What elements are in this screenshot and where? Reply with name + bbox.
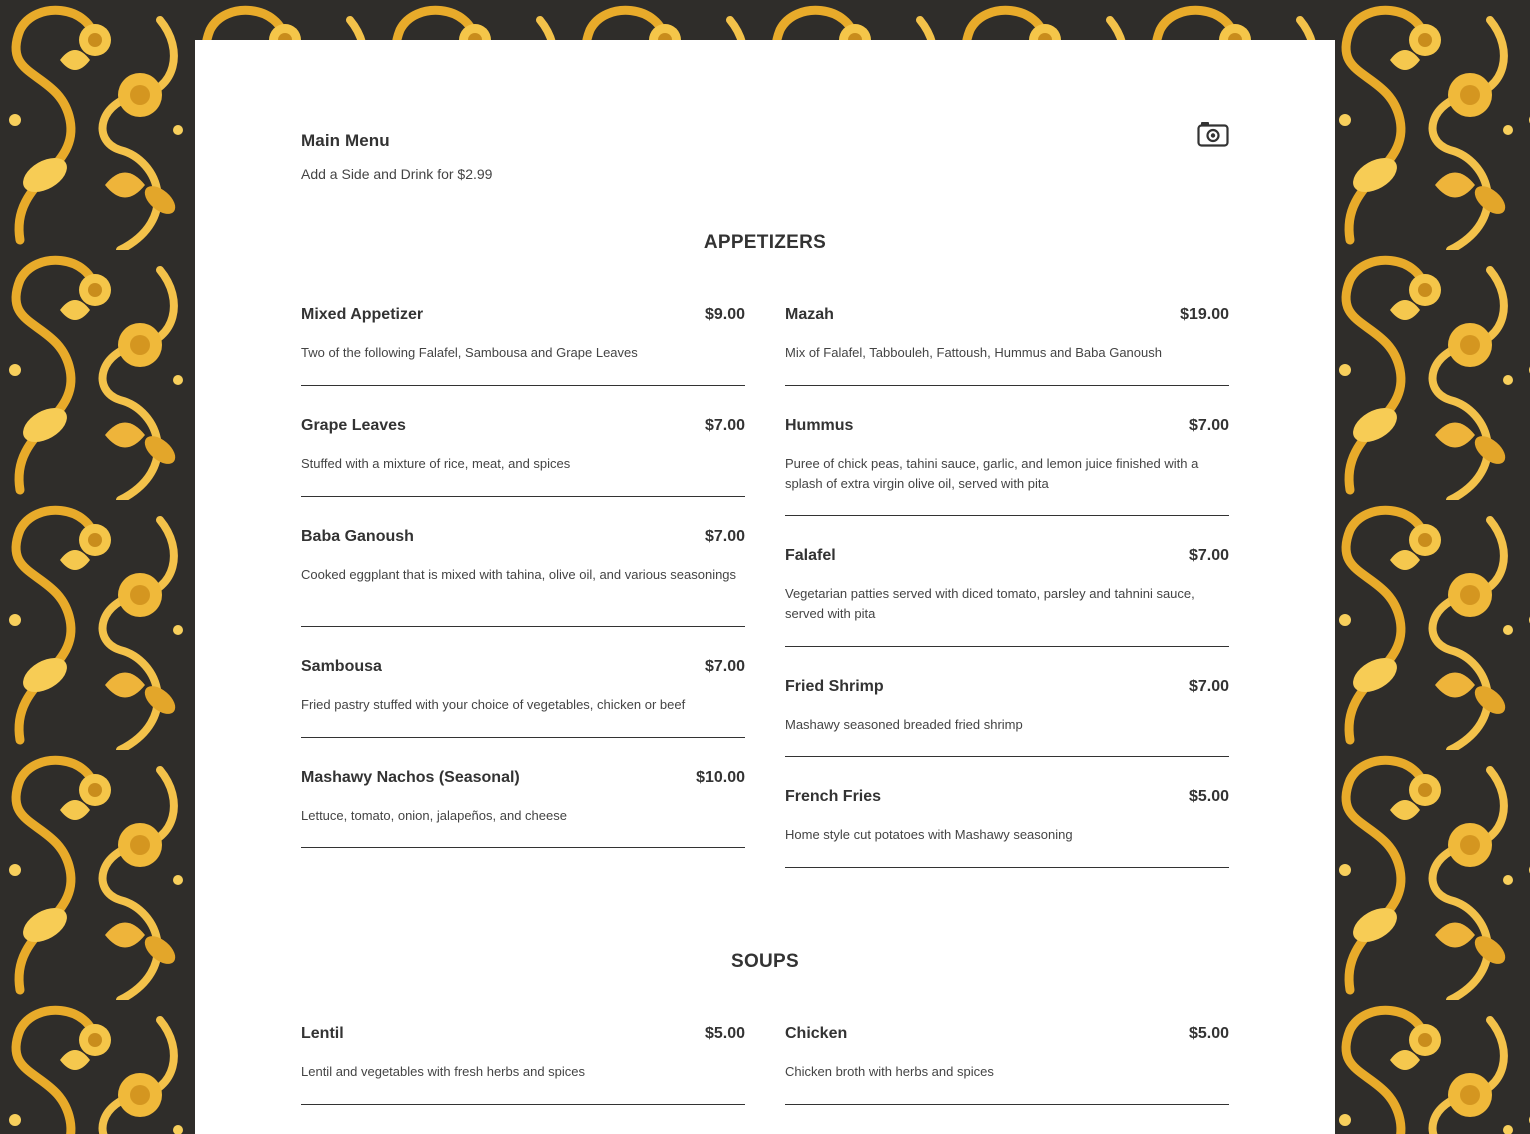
item-description: Two of the following Falafel, Sambousa and Grape Leaves <box>301 345 638 360</box>
item-price: $7.00 <box>704 658 745 675</box>
menu-item <box>785 676 1229 757</box>
menu-subtitle: Add a Side and Drink for $2.99 <box>301 166 493 182</box>
item-name: Fried Shrimp <box>785 678 884 695</box>
item-description: Fried pastry stuffed with your choice of vegetables, chicken or beef <box>301 697 686 712</box>
item-price: $7.00 <box>1188 678 1229 695</box>
item-description: Mix of Falafel, Tabbouleh, Fattoush, Hummus and Baba Ganoush <box>785 345 1162 360</box>
item-description: Lentil and vegetables with fresh herbs and spices <box>301 1064 586 1079</box>
item-price: $7.00 <box>1188 417 1229 434</box>
menu-item <box>785 415 1229 516</box>
item-price: $9.00 <box>704 306 745 323</box>
item-name: Hummus <box>785 417 854 434</box>
item-description: Puree of chick peas, tahini sauce, garlic, and lemon juice finished with a splash of extra virgin olive oil, served with pita <box>785 456 1199 491</box>
item-name: Mixed Appetizer <box>301 306 424 323</box>
menu-item <box>301 1023 745 1105</box>
item-price: $5.00 <box>1188 788 1229 805</box>
section-title-soups: SOUPS <box>730 951 800 972</box>
menu-item <box>301 304 745 386</box>
item-price: $5.00 <box>704 1025 745 1042</box>
item-name: Baba Ganoush <box>301 528 414 545</box>
menu-item <box>785 304 1229 386</box>
menu-item <box>301 656 745 738</box>
menu-item <box>785 786 1229 868</box>
menu-item <box>785 545 1229 647</box>
menu-item <box>301 415 745 497</box>
item-price: $5.00 <box>1188 1025 1229 1042</box>
menu-item <box>301 526 745 627</box>
item-name: French Fries <box>785 788 882 805</box>
item-name: Mazah <box>785 306 834 323</box>
item-description: Lettuce, tomato, onion, jalapeños, and cheese <box>301 808 567 823</box>
item-price: $7.00 <box>1188 547 1229 564</box>
item-description: Stuffed with a mixture of rice, meat, and spices <box>301 456 571 471</box>
item-name: Mashawy Nachos (Seasonal) <box>301 769 520 786</box>
camera-icon <box>1197 120 1229 148</box>
menu-title: Main Menu <box>301 131 390 150</box>
menu-header <box>301 130 1229 184</box>
item-name: Chicken <box>785 1025 848 1042</box>
item-name: Sambousa <box>301 658 382 675</box>
item-price: $10.00 <box>696 769 745 786</box>
item-description: Cooked eggplant that is mixed with tahina, olive oil, and various seasonings <box>301 567 737 582</box>
item-description: Mashawy seasoned breaded fried shrimp <box>785 717 1023 732</box>
item-description: Chicken broth with herbs and spices <box>785 1064 994 1079</box>
camera-button[interactable] <box>1197 120 1229 148</box>
item-name: Falafel <box>785 547 836 564</box>
item-description: Home style cut potatoes with Mashawy seasoning <box>785 827 1073 842</box>
item-name: Grape Leaves <box>301 417 406 434</box>
item-description: Vegetarian patties served with diced tomato, parsley and tahnini sauce, served with pita <box>785 586 1195 621</box>
item-name: Lentil <box>301 1025 344 1042</box>
item-price: $7.00 <box>704 417 745 434</box>
menu-card <box>195 40 1335 1134</box>
section-title-appetizers: APPETIZERS <box>703 232 827 253</box>
item-price: $7.00 <box>704 528 745 545</box>
menu-item <box>785 1023 1229 1105</box>
menu-item <box>301 767 745 848</box>
item-price: $19.00 <box>1180 306 1229 323</box>
